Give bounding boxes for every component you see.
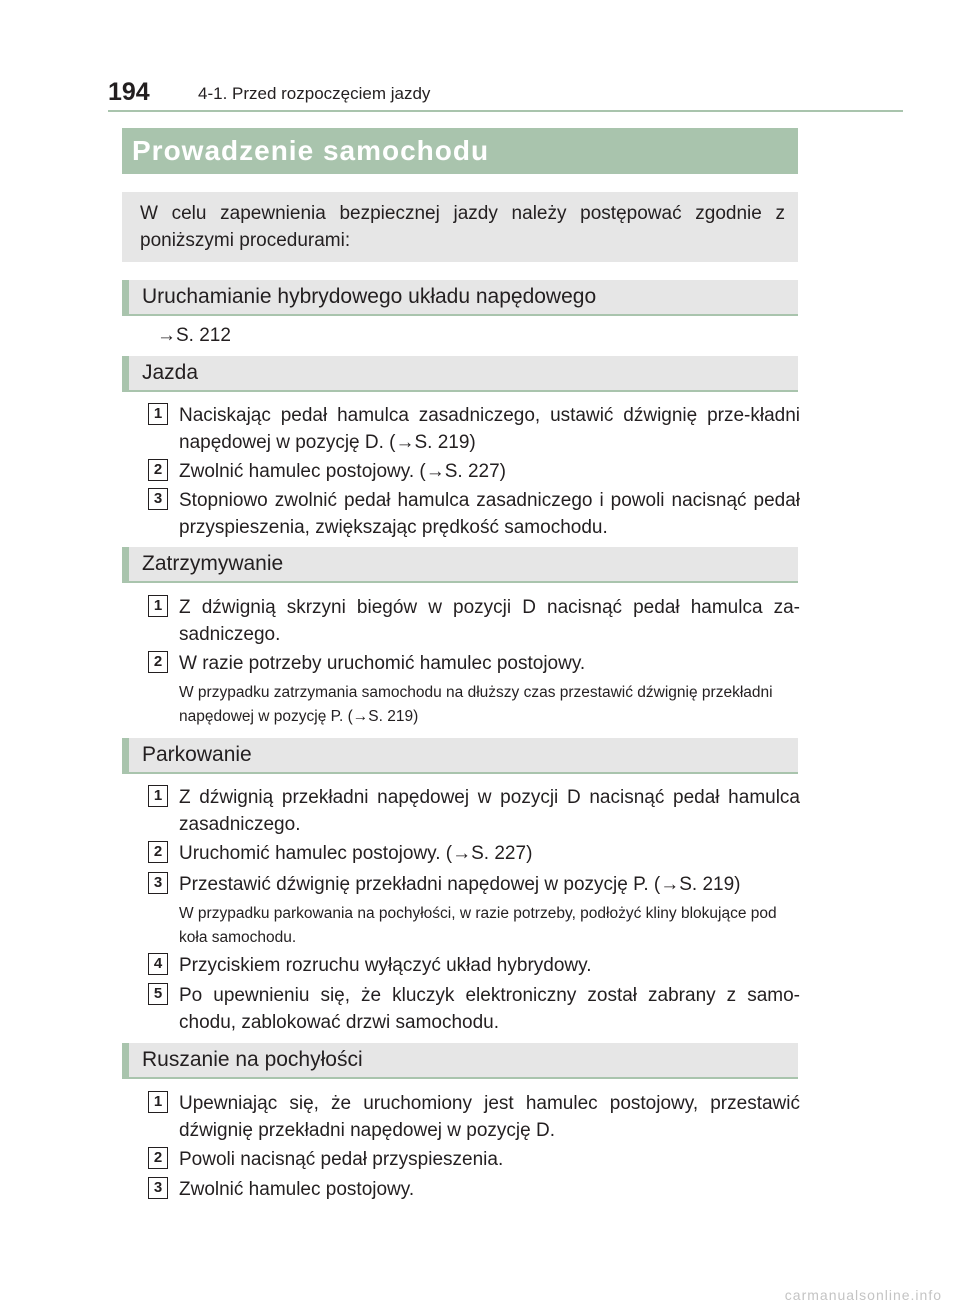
step-number: 1 bbox=[148, 403, 168, 425]
step-text: Powoli nacisnąć pedał przyspieszenia. bbox=[179, 1149, 504, 1170]
step-text: Przestawić dźwignię przekładni napędowej w pozycję P. (→S. 219) bbox=[179, 874, 741, 895]
step-number: 1 bbox=[148, 1091, 168, 1113]
step-number: 2 bbox=[148, 1147, 168, 1169]
step-number: 3 bbox=[148, 488, 168, 510]
list-item bbox=[148, 952, 800, 979]
step-number: 2 bbox=[148, 651, 168, 673]
section-title: Zatrzymywanie bbox=[142, 552, 284, 575]
list-item bbox=[148, 1176, 800, 1203]
step-text: Naciskając pedał hamulca zasadniczego, ustawić dźwignię prze-kładni napędowej w pozycję D. (→S. 219) bbox=[179, 405, 800, 453]
section-title: Jazda bbox=[142, 361, 199, 384]
list-item bbox=[148, 487, 800, 541]
step-text: Uruchomić hamulec postojowy. (→S. 227) bbox=[179, 843, 533, 864]
step-number: 5 bbox=[148, 983, 168, 1005]
list-item bbox=[148, 784, 800, 838]
step-text: Przyciskiem rozruchu wyłączyć układ hybrydowy. bbox=[179, 955, 592, 976]
section-header-stopping bbox=[122, 547, 798, 583]
step-text: Stopniowo zwolnić pedał hamulca zasadniczego i powoli nacisnąć pedał przyspieszenia, zwiększając prędkość samochodu. bbox=[179, 490, 800, 538]
list-item bbox=[148, 1146, 800, 1173]
step-number: 3 bbox=[148, 1177, 168, 1199]
step-text: Zwolnić hamulec postojowy. (→S. 227) bbox=[179, 461, 506, 482]
list-item bbox=[148, 1090, 800, 1144]
step-text: Z dźwignią przekładni napędowej w pozycji D nacisnąć pedał hamulca zasadniczego. bbox=[179, 787, 800, 835]
list-item bbox=[148, 458, 800, 485]
intro-box bbox=[122, 192, 798, 262]
step-text: W razie potrzeby uruchomić hamulec postojowy. bbox=[179, 653, 586, 674]
step-text: Po upewnieniu się, że kluczyk elektroniczny został zabrany z samo-chodu, zablokować drzwi samochodu. bbox=[179, 985, 800, 1033]
section-title: Ruszanie na pochyłości bbox=[142, 1048, 363, 1071]
list-item bbox=[148, 840, 800, 867]
intro-text: W celu zapewnienia bezpiecznej jazdy należy postępować zgodnie z poniższymi procedurami: bbox=[140, 203, 785, 251]
list-item bbox=[148, 982, 800, 1036]
step-text: Zwolnić hamulec postojowy. bbox=[179, 1179, 415, 1200]
section-header-start bbox=[122, 280, 798, 316]
section-header-hill-start bbox=[122, 1043, 798, 1079]
step-number: 1 bbox=[148, 595, 168, 617]
page-title-bar bbox=[122, 128, 798, 174]
page-number: 194 bbox=[108, 78, 150, 106]
page-title: Prowadzenie samochodu bbox=[132, 135, 490, 166]
section-title: Parkowanie bbox=[142, 743, 252, 766]
watermark: carmanualsonline.info bbox=[784, 1287, 942, 1303]
step-number: 4 bbox=[148, 953, 168, 975]
step-text: Z dźwignią skrzyni biegów w pozycji D nacisnąć pedał hamulca za-sadniczego. bbox=[179, 597, 800, 645]
list-item bbox=[148, 871, 800, 898]
list-item bbox=[148, 594, 800, 648]
page-header bbox=[108, 76, 903, 112]
step-number: 2 bbox=[148, 841, 168, 863]
list-item bbox=[148, 650, 800, 677]
note-text: W przypadku parkowania na pochyłości, w razie potrzeby, podłożyć kliny blokujące pod koła samochodu. bbox=[179, 905, 777, 946]
note-text: W przypadku zatrzymania samochodu na dłuższy czas przestawić dźwignię przekładni napędowej w pozycję P. (→S. 219) bbox=[179, 684, 773, 725]
page-reference: →S. 212 bbox=[157, 325, 231, 346]
step-text: Upewniając się, że uruchomiony jest hamulec postojowy, przestawić dźwignię przekładni napędowej w pozycję D. bbox=[179, 1093, 800, 1141]
step-number: 2 bbox=[148, 459, 168, 481]
section-header-parking bbox=[122, 738, 798, 774]
list-item bbox=[148, 402, 800, 456]
section-header-driving bbox=[122, 356, 798, 392]
chapter-label: 4-1. Przed rozpoczęciem jazdy bbox=[198, 84, 431, 103]
section-title: Uruchamianie hybrydowego układu napędowego bbox=[142, 285, 597, 308]
step-number: 1 bbox=[148, 785, 168, 807]
step-number: 3 bbox=[148, 872, 168, 894]
